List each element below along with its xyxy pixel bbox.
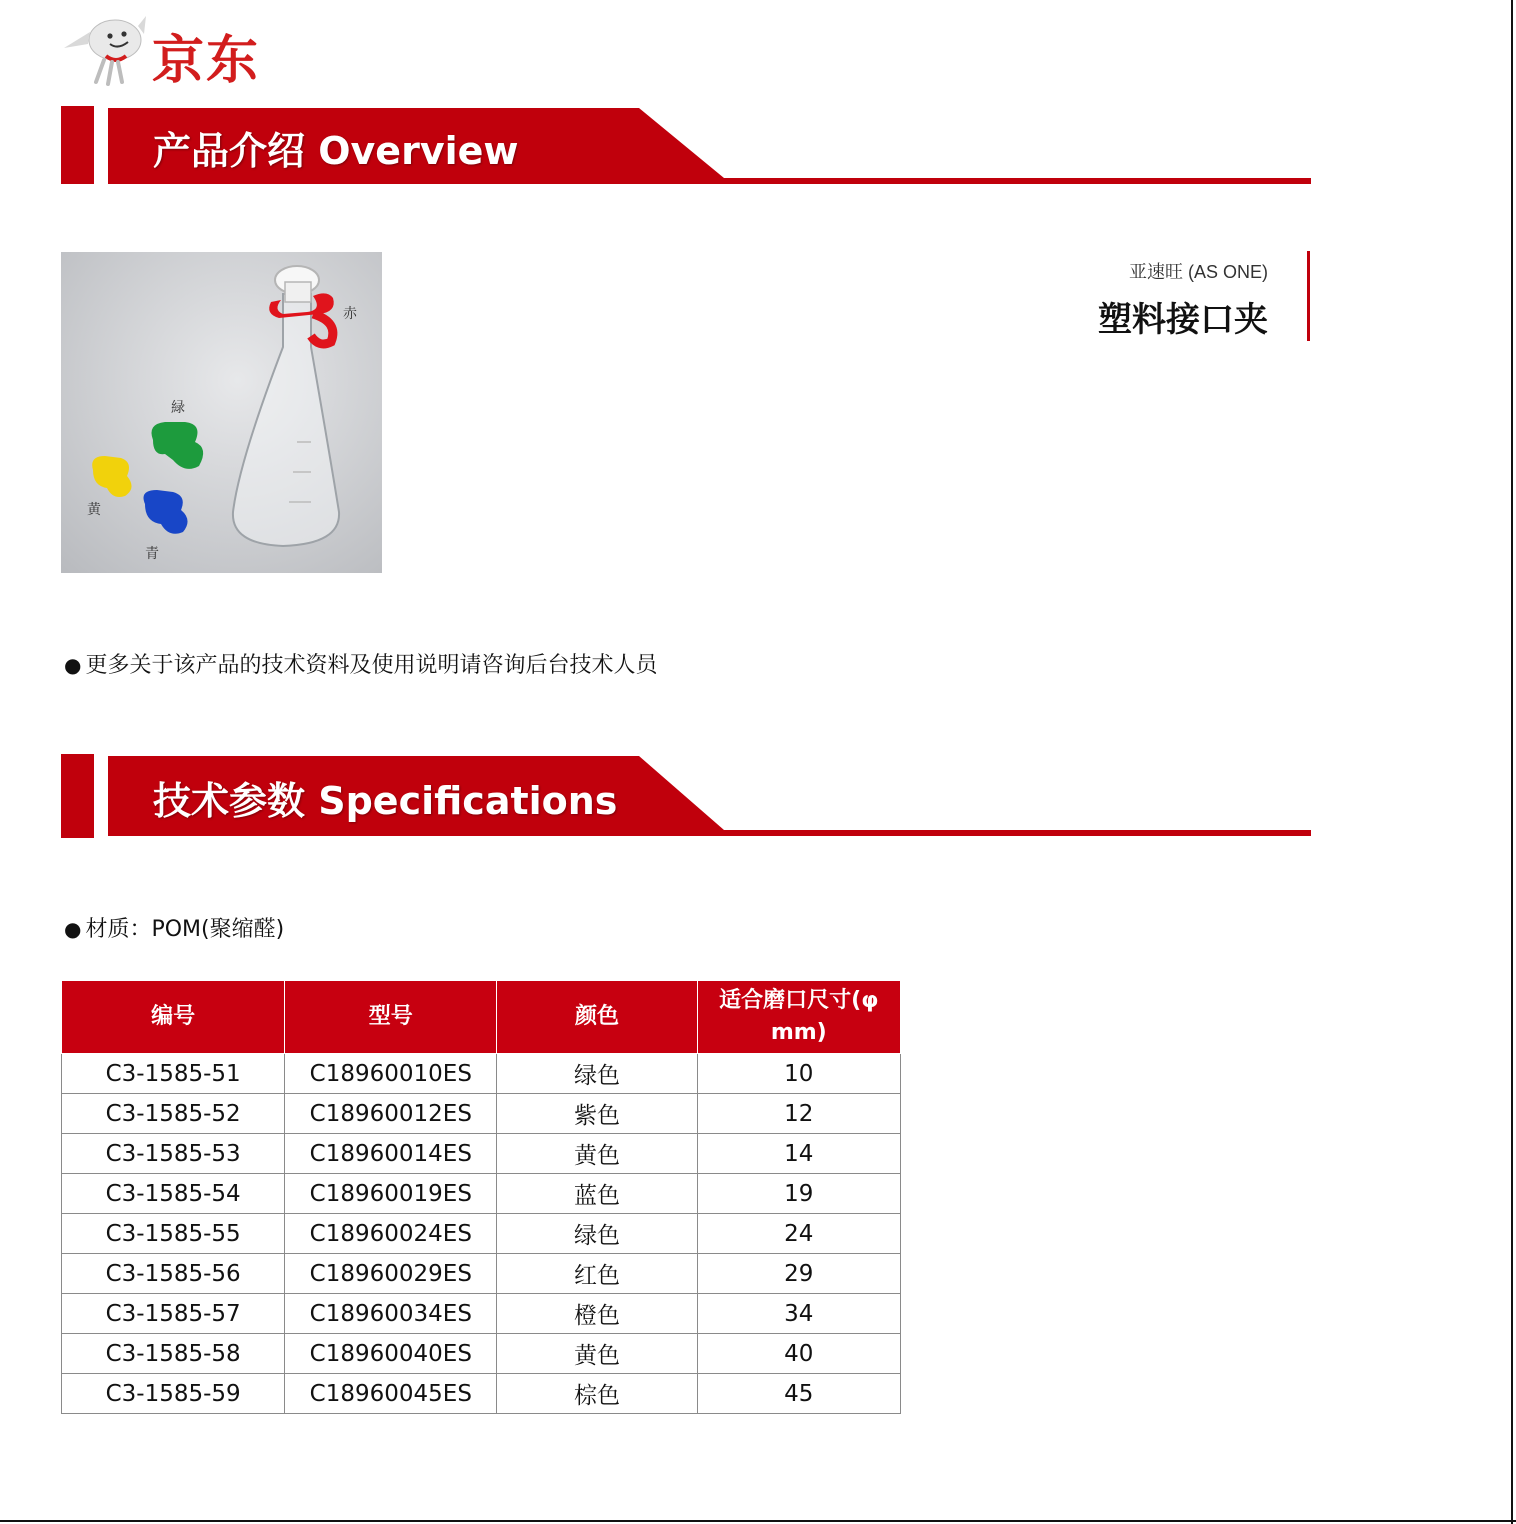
cell-code: C3-1585-54: [62, 1174, 285, 1214]
cell-color: 绿色: [497, 1054, 697, 1094]
cell-code: C3-1585-57: [62, 1294, 285, 1334]
cell-code: C3-1585-51: [62, 1054, 285, 1094]
header-size: 适合磨口尺寸(φ mm): [697, 981, 900, 1054]
table-row: [62, 1054, 901, 1094]
table-header-row: [62, 981, 901, 1054]
cell-code: C3-1585-59: [62, 1374, 285, 1414]
cell-color: 绿色: [497, 1214, 697, 1254]
cell-code: C3-1585-56: [62, 1254, 285, 1294]
cell-size: 29: [697, 1254, 900, 1294]
specs-title: 技术参数 Specifications: [153, 779, 618, 823]
photo-label-blue: 青: [145, 546, 159, 562]
cell-size: 14: [697, 1134, 900, 1174]
cell-color: 黄色: [497, 1134, 697, 1174]
table-row: [62, 1214, 901, 1254]
photo-label-red: 赤: [343, 306, 357, 322]
photo-label-green: 緑: [171, 400, 185, 416]
spec-table: [61, 981, 901, 1414]
cell-size: 12: [697, 1094, 900, 1134]
header-model: 型号: [285, 981, 497, 1054]
cell-code: C3-1585-55: [62, 1214, 285, 1254]
photo-label-yellow: 黄: [87, 502, 101, 518]
cell-model: C18960010ES: [285, 1054, 497, 1094]
cell-code: C3-1585-53: [62, 1134, 285, 1174]
table-row: [62, 1134, 901, 1174]
header-color: 颜色: [497, 981, 697, 1054]
header-code: 编号: [62, 981, 285, 1054]
cell-color: 黄色: [497, 1334, 697, 1374]
cell-model: C18960014ES: [285, 1134, 497, 1174]
cell-size: 19: [697, 1174, 900, 1214]
table-row: [62, 1334, 901, 1374]
cell-code: C3-1585-58: [62, 1334, 285, 1374]
cell-model: C18960024ES: [285, 1214, 497, 1254]
product-heading: [1098, 252, 1268, 341]
cell-color: 紫色: [497, 1094, 697, 1134]
table-row: [62, 1174, 901, 1214]
cell-model: C18960034ES: [285, 1294, 497, 1334]
cell-color: 红色: [497, 1254, 697, 1294]
cell-color: 橙色: [497, 1294, 697, 1334]
cell-model: C18960029ES: [285, 1254, 497, 1294]
cell-size: 40: [697, 1334, 900, 1374]
jd-logo-text: 京东: [152, 31, 261, 91]
overview-banner: [61, 106, 1313, 186]
brand-name: 亚速旺 (AS ONE): [1128, 262, 1268, 282]
page-frame-bottom: [0, 1520, 1516, 1522]
table-row: [62, 1374, 901, 1414]
cell-model: C18960019ES: [285, 1174, 497, 1214]
cell-size: 45: [697, 1374, 900, 1414]
bullet-icon: ●: [64, 917, 82, 941]
table-row: [62, 1094, 901, 1134]
cell-size: 34: [697, 1294, 900, 1334]
table-row: [62, 1254, 901, 1294]
specs-banner: [61, 754, 1313, 834]
cell-code: C3-1585-52: [62, 1094, 285, 1134]
more-info-note: ● 更多关于该产品的技术资料及使用说明请咨询后台技术人员: [64, 653, 658, 678]
bullet-icon: ●: [64, 653, 82, 677]
material-note: ● 材质：POM(聚缩醛): [64, 917, 285, 942]
product-name: 塑料接口夹: [1098, 300, 1268, 340]
cell-color: 蓝色: [497, 1174, 697, 1214]
cell-model: C18960012ES: [285, 1094, 497, 1134]
cell-size: 10: [697, 1054, 900, 1094]
heading-accent-rule: [1307, 251, 1310, 341]
jd-logo: [60, 10, 300, 90]
overview-title: 产品介绍 Overview: [153, 129, 519, 173]
product-photo: [61, 252, 382, 573]
table-row: [62, 1294, 901, 1334]
cell-model: C18960045ES: [285, 1374, 497, 1414]
cell-color: 棕色: [497, 1374, 697, 1414]
page-frame-right: [1511, 0, 1513, 1524]
cell-model: C18960040ES: [285, 1334, 497, 1374]
jd-dog-mascot-icon: [60, 10, 160, 90]
cell-size: 24: [697, 1214, 900, 1254]
